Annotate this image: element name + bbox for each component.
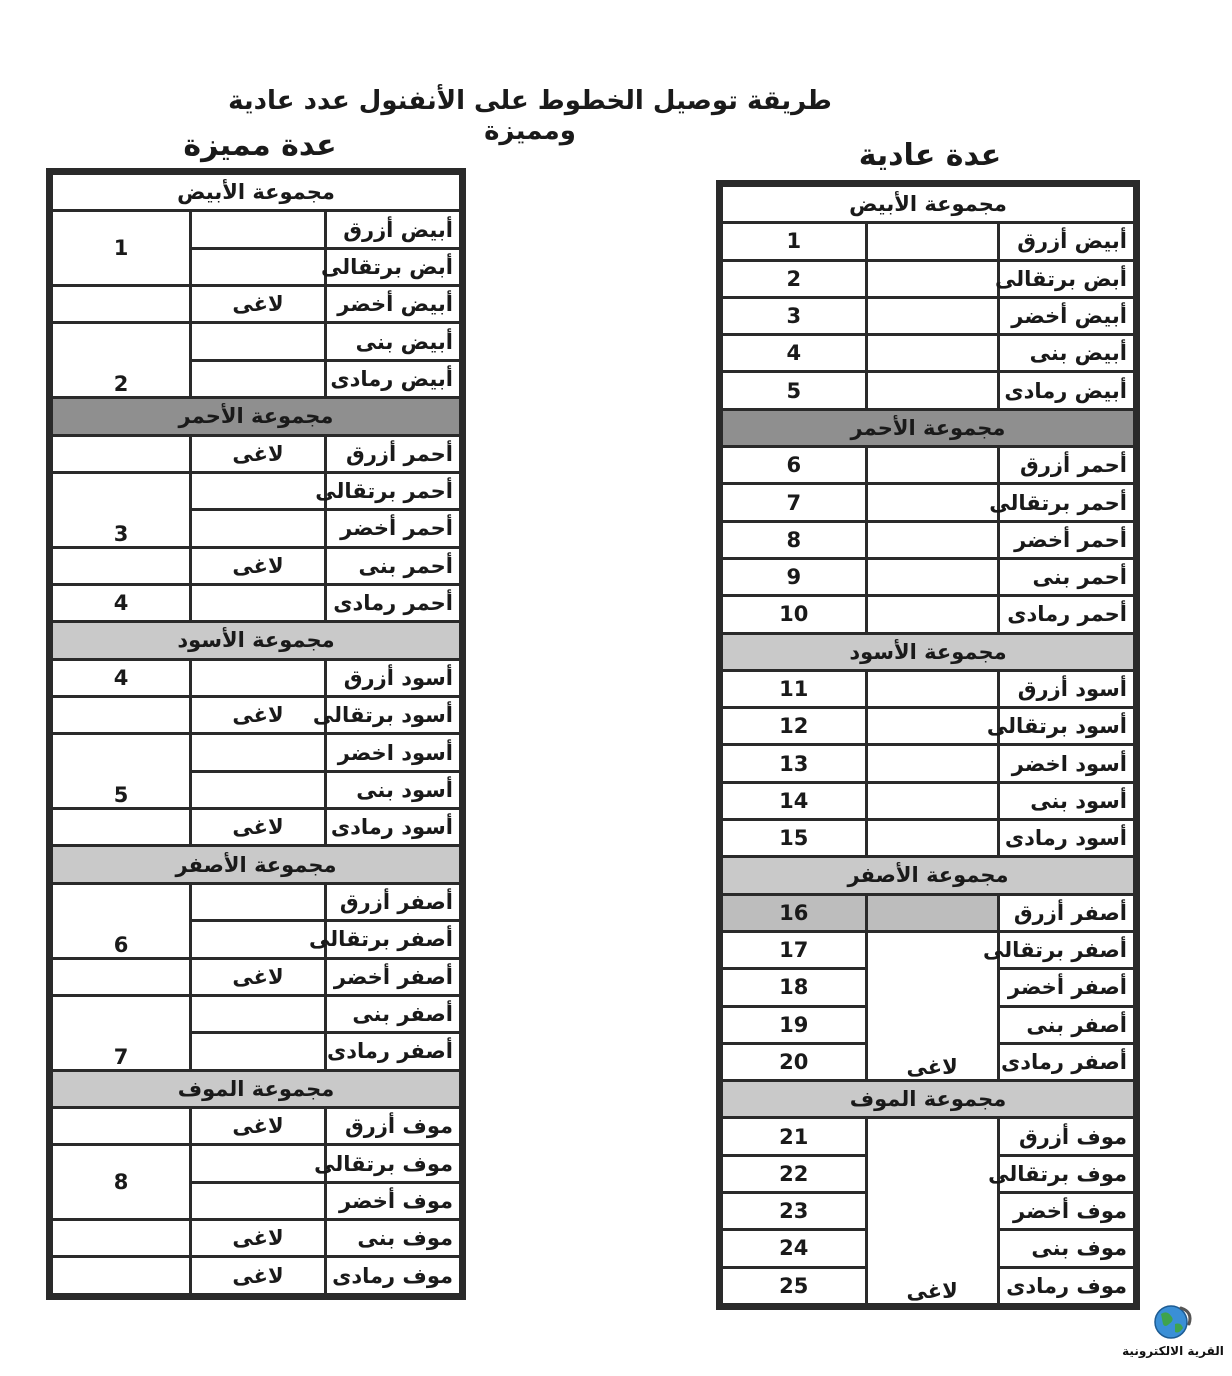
pin-number: 12 (722, 708, 867, 745)
wire-label: أسود بنى (326, 771, 461, 808)
status-cell (191, 211, 326, 248)
pin-number (52, 1257, 191, 1295)
status-cell (191, 360, 326, 397)
status-cell (191, 771, 326, 808)
wire-label: أحمر أخضر (998, 521, 1134, 558)
wire-label: أبيض أزرق (326, 211, 461, 248)
wire-label: أبيض أخضر (326, 286, 461, 323)
wire-label: أحمر رمادى (998, 596, 1134, 633)
status-cell (866, 782, 998, 819)
wire-label: أبيض بنى (998, 335, 1134, 372)
status-cell (866, 260, 998, 297)
status-cell: لاغى (191, 547, 326, 584)
status-cell (191, 1145, 326, 1182)
wire-label: أسود برتقالى (998, 708, 1134, 745)
pin-number: 14 (722, 782, 867, 819)
group-header: مجموعة الأحمر (722, 409, 1135, 446)
pin-number: 7 (722, 484, 867, 521)
wire-label: أبض برتقالى (326, 248, 461, 285)
status-cell (866, 558, 998, 595)
wire-label: أسود اخضر (326, 734, 461, 771)
regular-heading: عدة عادية (858, 138, 1002, 173)
status-cell: لاغى (191, 697, 326, 734)
pin-number: 1 (52, 211, 191, 286)
pin-number: 21 (722, 1118, 867, 1155)
status-cell (191, 883, 326, 920)
pin-number: 6 (722, 447, 867, 484)
status-cell (866, 708, 998, 745)
wire-label: أصفر بنى (998, 1006, 1134, 1043)
status-cell (866, 745, 998, 782)
wire-label: أسود أزرق (326, 659, 461, 696)
status-cell (866, 521, 998, 558)
status-cell (866, 670, 998, 707)
status-cell: لاغى (191, 809, 326, 846)
pin-number: 7 (52, 995, 191, 1070)
pin-number: 20 (722, 1043, 867, 1080)
status-cell (191, 472, 326, 509)
group-header: مجموعة الموف (52, 1070, 461, 1107)
wire-label: أصفر أزرق (326, 883, 461, 920)
status-cell (191, 1182, 326, 1219)
wire-label: أحمر أزرق (326, 435, 461, 472)
globe-icon (1151, 1302, 1195, 1342)
wire-label: موف بنى (998, 1230, 1134, 1267)
status-cell (866, 223, 998, 260)
pin-number: 9 (722, 558, 867, 595)
group-header: مجموعة الأسود (722, 633, 1135, 670)
status-cell: لاغى (191, 1220, 326, 1257)
wire-label: موف رمادى (998, 1267, 1134, 1304)
wire-label: موف برتقالى (998, 1155, 1134, 1192)
group-header: مجموعة الأصفر (52, 846, 461, 883)
status-cell (866, 596, 998, 633)
wire-label: أصفر برتقالى (326, 921, 461, 958)
status-cell (866, 484, 998, 521)
status-cell (191, 584, 326, 621)
wire-label: موف أزرق (998, 1118, 1134, 1155)
group-header: مجموعة الأصفر (722, 857, 1135, 894)
logo-text: القرية الالكترونية (1122, 1344, 1224, 1358)
group-header: مجموعة الأسود (52, 622, 461, 659)
wire-label: أسود رمادى (998, 820, 1134, 857)
pin-number: 22 (722, 1155, 867, 1192)
pin-number: 4 (722, 335, 867, 372)
pin-number (52, 286, 191, 323)
wire-label: موف برتقالى (326, 1145, 461, 1182)
group-header: مجموعة الأبيض (722, 186, 1135, 223)
void-cell: لاغى (866, 1118, 998, 1305)
wire-label: أحمر بنى (998, 558, 1134, 595)
pin-number: 18 (722, 969, 867, 1006)
regular-table (716, 180, 1140, 1310)
wire-label: أحمر برتقالى (998, 484, 1134, 521)
status-cell (191, 734, 326, 771)
special-table (46, 168, 466, 1300)
wire-label: أبض برتقالى (998, 260, 1134, 297)
pin-number: 15 (722, 820, 867, 857)
pin-number: 2 (52, 323, 191, 398)
wire-label: موف أخضر (998, 1193, 1134, 1230)
wire-label: أسود اخضر (998, 745, 1134, 782)
special-grid (50, 172, 462, 1296)
status-cell (191, 323, 326, 360)
wire-label: أحمر رمادى (326, 584, 461, 621)
wire-label: أصفر برتقالى (998, 931, 1134, 968)
wire-label: أصفر بنى (326, 995, 461, 1032)
wire-label: موف بنى (326, 1220, 461, 1257)
wire-label: أصفر أخضر (326, 958, 461, 995)
wire-label: أحمر برتقالى (326, 472, 461, 509)
pin-number (52, 809, 191, 846)
pin-number: 8 (722, 521, 867, 558)
pin-number: 16 (722, 894, 867, 931)
status-cell (191, 995, 326, 1032)
pin-number: 10 (722, 596, 867, 633)
status-cell (191, 659, 326, 696)
wire-label: أسود بنى (998, 782, 1134, 819)
wire-label: أصفر أزرق (998, 894, 1134, 931)
wire-label: أصفر أخضر (998, 969, 1134, 1006)
pin-number: 4 (52, 584, 191, 621)
pin-number (52, 1107, 191, 1144)
wire-label: أسود رمادى (326, 809, 461, 846)
wire-label: أصفر رمادى (326, 1033, 461, 1070)
pin-number (52, 697, 191, 734)
status-cell (191, 921, 326, 958)
status-cell (191, 1033, 326, 1070)
status-cell (866, 447, 998, 484)
wire-label: أبيض رمادى (326, 360, 461, 397)
pin-number: 25 (722, 1267, 867, 1304)
page-title: طريقة توصيل الخطوط على الأنفنول عدد عادية ومميزة (228, 86, 832, 146)
pin-number: 23 (722, 1193, 867, 1230)
status-cell (866, 372, 998, 409)
pin-number: 5 (52, 734, 191, 809)
wire-label: موف أخضر (326, 1182, 461, 1219)
site-logo (1118, 1302, 1228, 1368)
pin-number: 1 (722, 223, 867, 260)
wire-label: أحمر بنى (326, 547, 461, 584)
status-cell (866, 894, 998, 931)
wire-label: أبيض رمادى (998, 372, 1134, 409)
status-cell: لاغى (191, 1107, 326, 1144)
pin-number (52, 1220, 191, 1257)
pin-number: 17 (722, 931, 867, 968)
group-header: مجموعة الموف (722, 1081, 1135, 1118)
group-header: مجموعة الأبيض (52, 174, 461, 211)
void-cell: لاغى (866, 931, 998, 1080)
pin-number: 3 (722, 297, 867, 334)
wire-label: أحمر أخضر (326, 510, 461, 547)
wire-label: أسود أزرق (998, 670, 1134, 707)
wire-label: أبيض أخضر (998, 297, 1134, 334)
pin-number: 19 (722, 1006, 867, 1043)
wire-label: أبيض أزرق (998, 223, 1134, 260)
status-cell (191, 510, 326, 547)
pin-number: 5 (722, 372, 867, 409)
pin-number (52, 547, 191, 584)
wire-label: أسود برتقالى (326, 697, 461, 734)
special-heading: عدة مميزة (183, 128, 337, 163)
status-cell (866, 297, 998, 334)
pin-number: 8 (52, 1145, 191, 1220)
wire-label: موف رمادى (326, 1257, 461, 1295)
status-cell (866, 820, 998, 857)
pin-number: 3 (52, 472, 191, 547)
pin-number: 24 (722, 1230, 867, 1267)
status-cell: لاغى (191, 435, 326, 472)
status-cell: لاغى (191, 1257, 326, 1295)
pin-number: 2 (722, 260, 867, 297)
pin-number: 11 (722, 670, 867, 707)
status-cell: لاغى (191, 958, 326, 995)
pin-number: 6 (52, 883, 191, 958)
regular-grid (720, 184, 1136, 1306)
group-header: مجموعة الأحمر (52, 398, 461, 435)
pin-number (52, 958, 191, 995)
wire-label: أصفر رمادى (998, 1043, 1134, 1080)
wire-label: أحمر أزرق (998, 447, 1134, 484)
pin-number: 4 (52, 659, 191, 696)
status-cell: لاغى (191, 286, 326, 323)
pin-number: 13 (722, 745, 867, 782)
status-cell (191, 248, 326, 285)
pin-number (52, 435, 191, 472)
wire-label: أبيض بنى (326, 323, 461, 360)
status-cell (866, 335, 998, 372)
wire-label: موف أزرق (326, 1107, 461, 1144)
